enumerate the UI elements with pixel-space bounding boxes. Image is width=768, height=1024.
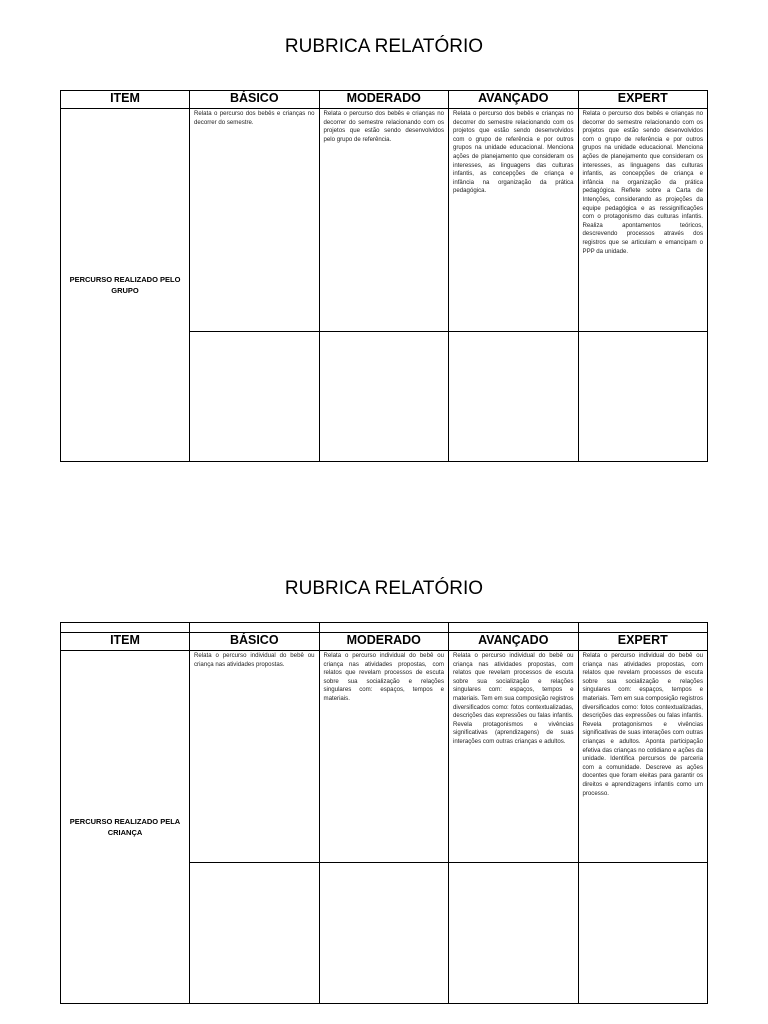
rubric-title: RUBRICA RELATÓRIO — [284, 36, 484, 57]
header-moderado: MODERADO — [319, 91, 449, 109]
header-basico: BÁSICO — [190, 91, 320, 109]
table-row — [61, 109, 708, 332]
level-basico-text: Relata o percurso individual do bebê ou criança nas atividades propostas. — [190, 651, 320, 863]
empty-cell — [319, 332, 449, 462]
header-row — [61, 633, 708, 651]
header-moderado: MODERADO — [319, 633, 449, 651]
empty-cell — [578, 623, 708, 633]
empty-cell — [449, 332, 579, 462]
level-expert-text: Relata o percurso dos bebês e crianças no decorrer do semestre relacionando com os projetos que estão sendo desenvolvidos com o grupo de referência e por outros grupos na unidade educacional. Menciona ações de planejamento que consideram os interesses, as linguagens das culturas infantis, as concepções de criança e infância na organização da prática pedagógica. Reflete sobre a Carta de Intenções, considerando as projeções da equipe pedagógica e as ressignificações com o protagonismo das culturas infantis. Realiza apontamentos teóricos, descrevendo processos através dos registros que se articulam e emancipam o PPP da unidade. — [578, 109, 708, 332]
empty-cell — [61, 623, 190, 633]
empty-cell — [578, 332, 708, 462]
item-label: PERCURSO REALIZADO PELA CRIANÇA — [61, 651, 190, 1004]
rubric-table-crianca — [60, 622, 708, 1004]
empty-cell — [578, 863, 708, 1004]
header-expert: EXPERT — [578, 91, 708, 109]
spacer-row — [61, 623, 708, 633]
header-avancado: AVANÇADO — [449, 633, 579, 651]
header-avancado: AVANÇADO — [449, 91, 579, 109]
level-moderado-text: Relata o percurso individual do bebê ou criança nas atividades propostas, com relatos que revelam processos de escuta sobre sua socialização e relações singulares com: espaços, tempos e materiais. — [319, 651, 449, 863]
header-row — [61, 91, 708, 109]
level-basico-text: Relata o percurso dos bebês e crianças no decorrer do semestre. — [190, 109, 320, 332]
level-moderado-text: Relata o percurso dos bebês e crianças no decorrer do semestre relacionando com os projetos que estão sendo desenvolvidos pelo grupo de referência. — [319, 109, 449, 332]
empty-cell — [190, 332, 320, 462]
level-avancado-text: Relata o percurso individual do bebê ou criança nas atividades propostas, com relatos que revelam processos de escuta sobre sua socialização e relações singulares com: espaços, tempos e materiais. Tem em sua composição registros diversificados como: fotos contextualizadas, descrições das expressões ou falas infantis. Revela protagonismos e vivências significativas (aprendizagens) de suas interações com outras crianças e adultos. — [449, 651, 579, 863]
level-expert-text: Relata o percurso individual do bebê ou criança nas atividades propostas, com relatos que revelam processos de escuta sobre sua socialização e relações singulares com: espaços, tempos e materiais. Tem em sua composição registros diversificados como: fotos contextualizadas, descrições das expressões ou falas infantis. Revela protagonismos e vivências significativas de suas interações com outras crianças e adultos. Aponta participação efetiva das crianças no cotidiano e ações da unidade. Identifica percursos de parceria com a comunidade. Descreve as ações docentes que foram eleitas para garantir os direitos e aprendizagens infantis como um processo. — [578, 651, 708, 863]
header-basico: BÁSICO — [190, 633, 320, 651]
header-expert: EXPERT — [578, 633, 708, 651]
item-label: PERCURSO REALIZADO PELO GRUPO — [61, 109, 190, 462]
empty-cell — [449, 863, 579, 1004]
rubric-title: RUBRICA RELATÓRIO — [284, 578, 484, 599]
rubric-table-grupo — [60, 90, 708, 462]
level-avancado-text: Relata o percurso dos bebês e crianças no decorrer do semestre relacionando com os projetos que estão sendo desenvolvidos com o grupo de referência e por outros grupos na unidade educacional. Menciona ações de planejamento que consideram os interesses, as linguagens das culturas infantis, as concepções de criança e infância na organização da prática pedagógica. — [449, 109, 579, 332]
header-item: ITEM — [61, 91, 190, 109]
empty-cell — [190, 863, 320, 1004]
empty-cell — [190, 623, 320, 633]
header-item: ITEM — [61, 633, 190, 651]
empty-cell — [319, 623, 449, 633]
empty-cell — [319, 863, 449, 1004]
table-row — [61, 651, 708, 863]
empty-cell — [449, 623, 579, 633]
